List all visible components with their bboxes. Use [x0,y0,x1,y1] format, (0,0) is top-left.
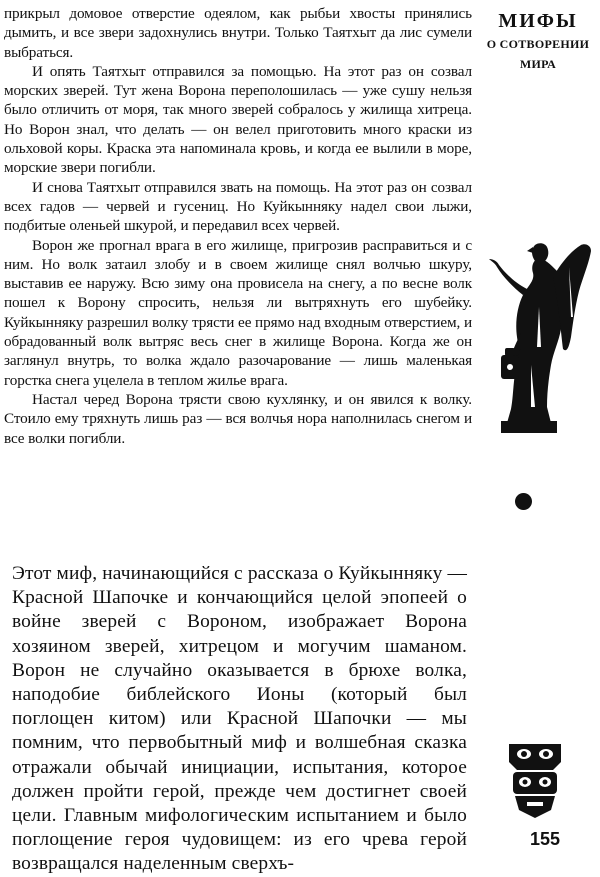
myth-paragraph-3: И снова Таятхыт отправился звать на помощь. На этот раз он созвал всех гадов — червей и гусениц. Но Куйкынняку надел свои лыжи, подбитые оленьей шкурой, и передавил всех червей. [4,178,472,235]
header-subtitle-line2: МИРА [519,57,557,71]
page-number: 155 [529,829,561,849]
myth-paragraph-1: прикрыл домовое отверстие одеялом, как рыбьи хвосты принялись дымить, и все звери задохнулись внутри. Только Таятхыт да лис сумели выбраться. [4,5,472,61]
myth-text-block [4,4,472,448]
header-title: МИФЫ [498,10,578,32]
header-subtitle-line1: О СОТВОРЕНИИ [486,37,590,51]
myth-paragraph-5: Настал черед Ворона трясти свою кухлянку, и он явился к волку. Стоило ему тряхнуть лишь раз — вся волчья нора наполнилась снегом и все волки погибли. [4,390,472,447]
winged-deity-illustration [487,237,593,435]
commentary-block [12,562,467,877]
totem-face-icon [505,742,565,820]
running-header [480,8,596,74]
ornament-dot [515,493,532,510]
myth-paragraph-4: Ворон же прогнал врага в его жилище, пригрозив расправиться и с ним. Но волк затаил злобу и в своем жилище снял волчью шкуру, выставив ее наружу. Всю зиму она провисела на снегу, а по весне волк пошел к Ворону спросить, нельзя ли вытряхнуть его шубейку. Куйкынняку разрешил волку трясти ее прямо над входным отверстием, и обрадованный волк вытряс весь снег в жилище Ворона. Когда же он заглянул внутрь, то волка ждало разочарование — лишь маленькая горстка снега уцелела в теплом жилье врага. [4,236,472,389]
myth-paragraph-2: И опять Таятхыт отправился за помощью. На этот раз он созвал морских зверей. Тут жена Ворона переполошилась — уже сушу нельзя было отличить от моря, так много зверей собралось у жилища хитреца. Но Ворон знал, что делать — он велел приготовить много краски из ольховой коры. Краска эта напоминала кровь, и когда ее вылили в море, морские звери погибли. [4,62,472,177]
commentary-paragraph: Этот миф, начинающийся с рассказа о Куйкынняку — Красной Шапочке и кончающийся целой эпопеей о войне зверей с Вороном, изображает Ворона хозяином зверей, хитрецом и могучим шаманом. Ворон не случайно оказывается в брюхе волка, наподобие библейского Ионы (который был поглощен китом) или Красной Шапочки — мы помним, что первобытный миф и волшебная сказка отражали обычай инициации, испытания, которое должен пройти герой, прежде чем достигнет своей цели. Главным мифологическим испытанием и было поглощение героя чудовищем: из его чрева герой возвращался наделенным сверхъ- [12,563,467,875]
